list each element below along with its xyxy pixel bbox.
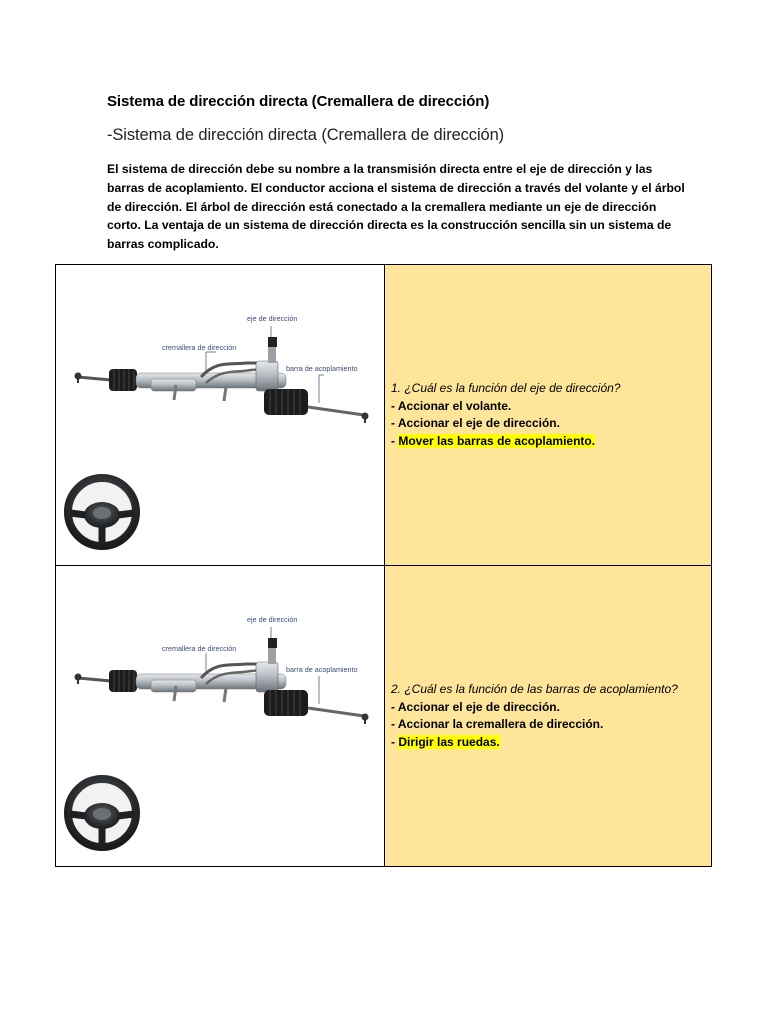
- intro-line: barras complicado.: [107, 237, 219, 252]
- label-steering-shaft: eje de dirección: [247, 314, 298, 323]
- question-text: 2. ¿Cuál es la función de las barras de acoplamiento?: [391, 682, 678, 696]
- question-row: [56, 565, 711, 866]
- label-steering-shaft: eje de dirección: [247, 615, 298, 624]
- intro-line: El sistema de dirección debe su nombre a la transmisión directa entre el eje de dirección y las: [107, 162, 653, 176]
- option-prefix: -: [391, 717, 398, 732]
- intro-line: barras de acoplamiento. El conductor acciona el sistema de dirección a través del volante y el árbol: [107, 180, 685, 195]
- answer-cell: [385, 265, 711, 565]
- diagram-cell: [56, 566, 385, 866]
- answer-option[interactable]: [391, 398, 620, 416]
- option-text: Accionar el volante.: [397, 398, 512, 413]
- option-prefix: -: [391, 398, 398, 413]
- answer-option[interactable]: [391, 699, 678, 717]
- answer-option-correct[interactable]: [391, 734, 678, 752]
- intro-paragraph: [107, 160, 685, 254]
- page-title: Sistema de dirección directa (Cremallera de dirección): [107, 93, 490, 110]
- steering-rack-diagram: [56, 566, 384, 866]
- option-prefix: -: [391, 735, 399, 750]
- label-rack: cremallera de dirección: [162, 644, 237, 653]
- intro-line: corto. La ventaja de un sistema de dirección directa es la construcción sencilla sin un sistema de: [107, 218, 672, 233]
- subtitle: -Sistema de dirección directa (Cremallera de dirección): [107, 126, 505, 144]
- option-text-highlighted: Mover las barras de acoplamiento.: [398, 434, 596, 449]
- steering-wheel-icon: [64, 474, 140, 550]
- option-text: Accionar el eje de dirección.: [397, 416, 560, 431]
- answer-option[interactable]: [391, 716, 678, 734]
- steering-rack-diagram: [56, 265, 384, 565]
- label-tie-rod: barra de acoplamiento: [286, 665, 358, 674]
- option-prefix: -: [391, 699, 398, 714]
- steering-wheel-icon: [64, 775, 140, 851]
- diagram-cell: [56, 265, 385, 565]
- question-table: [55, 264, 712, 867]
- option-text-highlighted: Dirigir las ruedas.: [398, 735, 500, 750]
- answer-option-correct[interactable]: [391, 433, 620, 451]
- label-rack: cremallera de dirección: [162, 343, 237, 352]
- option-text: Accionar el eje de dirección.: [397, 699, 560, 714]
- question-text: 1. ¿Cuál es la función del eje de dirección?: [391, 381, 621, 395]
- option-prefix: -: [391, 416, 398, 431]
- label-tie-rod: barra de acoplamiento: [286, 364, 358, 373]
- answer-option[interactable]: [391, 415, 620, 433]
- question-row: [56, 265, 711, 565]
- option-text: Accionar la cremallera de dirección.: [397, 717, 604, 732]
- option-prefix: -: [391, 434, 399, 449]
- intro-line: de dirección. El árbol de dirección está conectado a la cremallera mediante un eje de dirección: [107, 199, 657, 214]
- answer-cell: [385, 566, 711, 866]
